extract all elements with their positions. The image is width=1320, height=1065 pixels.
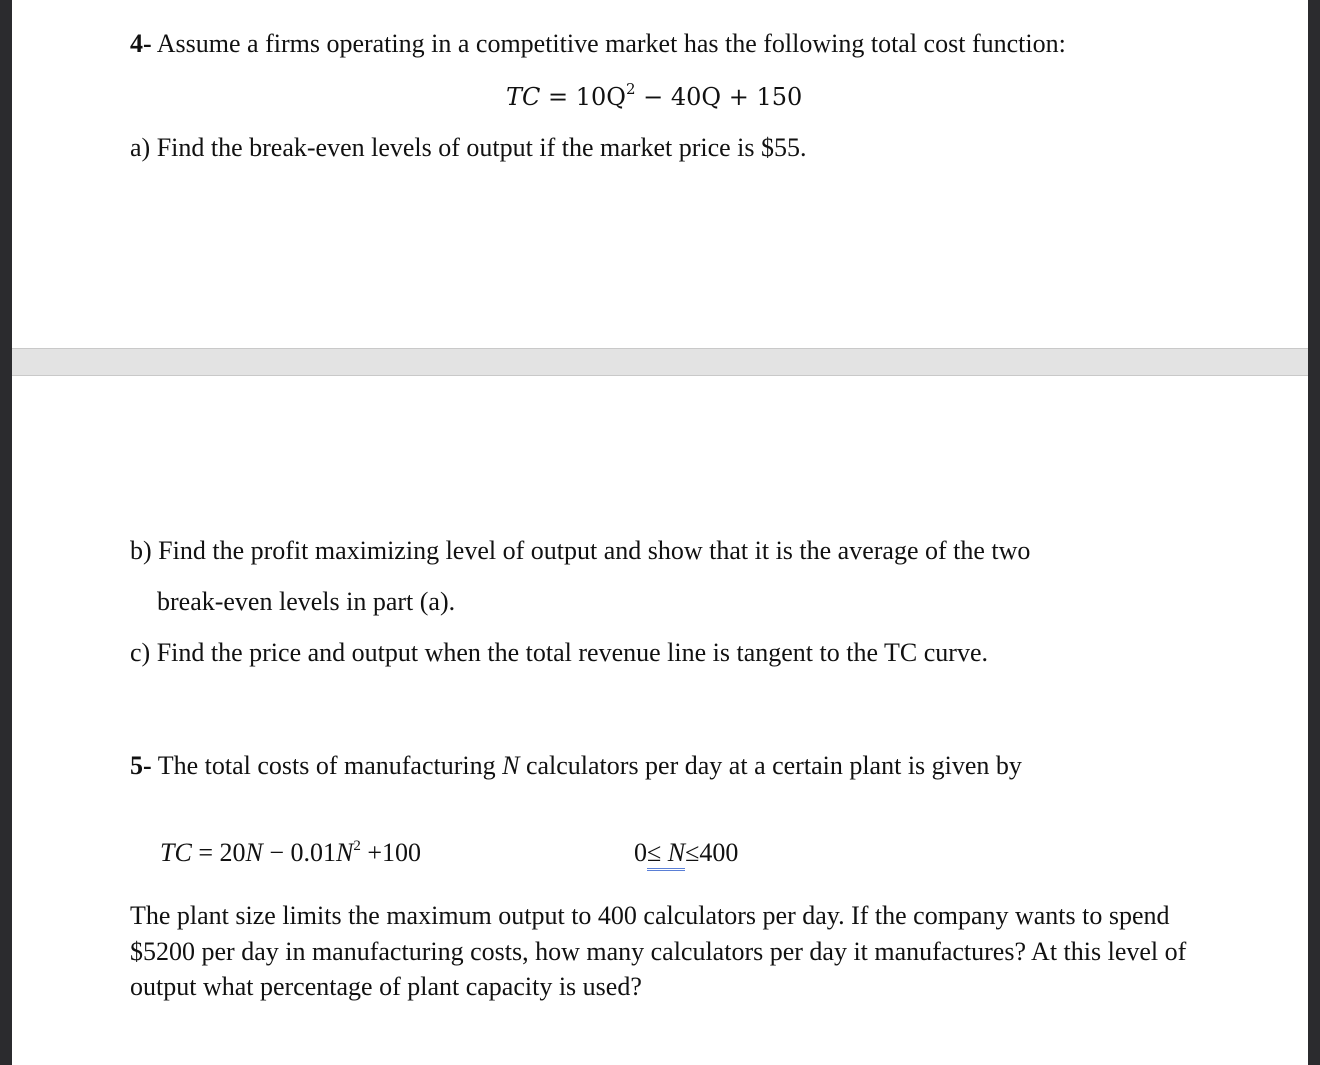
equation-equals: = bbox=[540, 83, 576, 111]
equation-lhs: TC bbox=[506, 83, 541, 111]
document-page-top bbox=[12, 0, 1308, 348]
document-page-bottom bbox=[12, 376, 1308, 1065]
question-5-domain-range bbox=[634, 837, 738, 869]
question-4-part-c: c) Find the price and output when the total revenue line is tangent to the TC curve. bbox=[130, 638, 988, 667]
q5-equation-tail: +100 bbox=[360, 838, 422, 867]
range-underlined-segment bbox=[647, 838, 685, 871]
question-5-number: 5- bbox=[130, 751, 152, 780]
range-le-1: ≤ bbox=[647, 838, 662, 867]
question-4-text: Assume a firms operating in a competitive market has the following total cost function: bbox=[156, 29, 1066, 58]
q5-equation-term-1: = 20 bbox=[191, 838, 246, 867]
q5-equation-lhs: TC bbox=[160, 838, 192, 867]
q5-equation-var-1: N bbox=[245, 838, 263, 867]
question-5-variable: N bbox=[502, 751, 520, 780]
question-5-intro bbox=[130, 750, 1022, 782]
question-4-part-a: a) Find the break-even levels of output if the market price is $55. bbox=[130, 133, 807, 162]
question-5-cost-equation bbox=[160, 837, 421, 869]
range-lower: 0 bbox=[634, 838, 647, 867]
range-upper: 400 bbox=[699, 838, 739, 867]
question-4-part-b-line-2: break-even levels in part (a). bbox=[157, 587, 456, 616]
question-5-text-post: calculators per day at a certain plant is given by bbox=[519, 751, 1022, 780]
question-5-paragraph: The plant size limits the maximum output to 400 calculators per day. If the company wants to spend $5200 per day in manufacturing costs, how many calculators per day it manufactures? At this level of output what percentage of plant capacity is used? bbox=[130, 901, 1187, 1001]
equation-term-1: 10Q bbox=[575, 83, 626, 111]
cost-function-equation bbox=[506, 81, 802, 113]
equation-exponent: 2 bbox=[625, 80, 636, 98]
range-le-2: ≤ bbox=[685, 838, 700, 867]
question-4-part-b-line-1: b) Find the profit maximizing level of output and show that it is the average of the two bbox=[130, 536, 1031, 565]
equation-rest: − 40Q + 150 bbox=[635, 83, 803, 111]
range-variable: N bbox=[667, 838, 686, 867]
q5-equation-var-2: N bbox=[336, 838, 354, 867]
question-5-text-pre: The total costs of manufacturing bbox=[157, 751, 503, 780]
question-4-intro bbox=[130, 28, 1066, 60]
q5-equation-exponent: 2 bbox=[353, 838, 361, 854]
q5-equation-term-2: − 0.01 bbox=[262, 838, 336, 867]
page-break bbox=[12, 348, 1308, 376]
question-4-number: 4- bbox=[130, 29, 152, 58]
